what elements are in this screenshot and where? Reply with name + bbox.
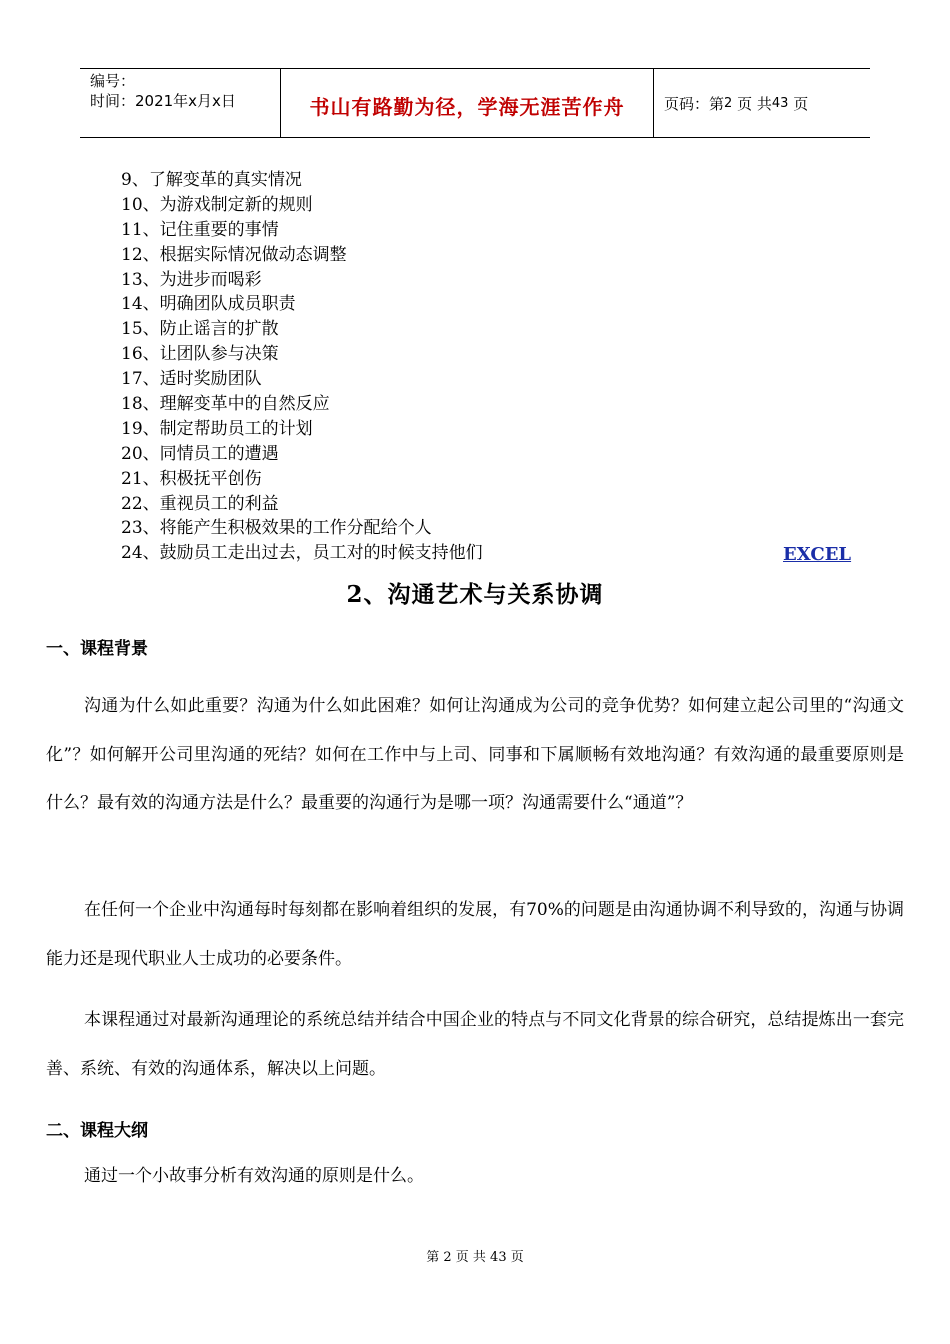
list-item: 14、明确团队成员职责	[121, 294, 296, 315]
page-footer	[0, 1246, 950, 1265]
section-title: 2、沟通艺术与关系协调	[346, 581, 604, 608]
course-background-heading: 一、课程背景	[46, 639, 148, 659]
header-motto-cell	[281, 69, 654, 137]
list-item: 12、根据实际情况做动态调整	[121, 244, 347, 265]
page-header	[80, 68, 870, 138]
header-page-suffix: 页	[793, 94, 809, 113]
header-motto: 书山有路勤为径，学海无涯苦作舟	[309, 94, 625, 119]
document-date-label: 时间：2021年x月x日	[90, 92, 236, 110]
list-item: 11、记住重要的事情	[121, 219, 279, 240]
list-item: 17、适时奖励团队	[121, 369, 262, 390]
footer-page-number: 第 2 页 共 43 页	[426, 1250, 524, 1265]
header-page-total: 43	[771, 95, 789, 111]
background-paragraph-3: 本课程通过对最新沟通理论的系统总结并结合中国企业的特点与不同文化背景的综合研究，总结提炼出一套完善、系统、有效的沟通体系，解决以上问题。	[46, 1010, 904, 1079]
list-item: 22、重视员工的利益	[121, 493, 279, 514]
list-item: 16、让团队参与决策	[121, 344, 279, 365]
list-item: 20、同情员工的遭遇	[121, 443, 279, 464]
header-page-number: 2	[724, 95, 733, 111]
change-management-list	[121, 168, 483, 566]
list-item: 9、了解变革的真实情况	[121, 170, 302, 190]
excel-link[interactable]: EXCEL	[783, 544, 852, 565]
header-page-prefix: 页码：第	[664, 94, 725, 113]
background-paragraph-2: 在任何一个企业中沟通每时每刻都在影响着组织的发展，有70%的问题是由沟通协调不利导致的，沟通与协调能力还是现代职业人士成功的必要条件。	[46, 900, 904, 969]
list-item: 15、防止谣言的扩散	[121, 319, 279, 340]
header-meta-cell	[80, 69, 281, 137]
header-page-mid: 页 共	[737, 94, 772, 113]
background-paragraph-1: 沟通为什么如此重要？沟通为什么如此困难？如何让沟通成为公司的竞争优势？如何建立起公司里的“沟通文化”？如何解开公司里沟通的死结？如何在工作中与上司、同事和下属顺畅有效地沟通？有效沟通的最重要原则是什么？最有效的沟通方法是什么？最重要的沟通行为是哪一项？沟通需要什么“通道”？	[46, 696, 904, 813]
list-item: 19、制定帮助员工的计划	[121, 418, 313, 439]
list-item: 10、为游戏制定新的规则	[121, 194, 313, 215]
header-page-cell	[654, 69, 870, 137]
list-item: 18、理解变革中的自然反应	[121, 394, 330, 415]
list-item: 13、为进步而喝彩	[121, 269, 262, 290]
course-outline-heading: 二、课程大纲	[46, 1121, 148, 1141]
list-item: 24、鼓励员工走出过去，员工对的时候支持他们	[121, 543, 483, 564]
list-item: 21、积极抚平创伤	[121, 468, 262, 489]
list-item: 23、将能产生积极效果的工作分配给个人	[121, 518, 432, 539]
document-number-label: 编号：	[90, 72, 136, 90]
outline-paragraph-1: 通过一个小故事分析有效沟通的原则是什么。	[84, 1166, 424, 1186]
